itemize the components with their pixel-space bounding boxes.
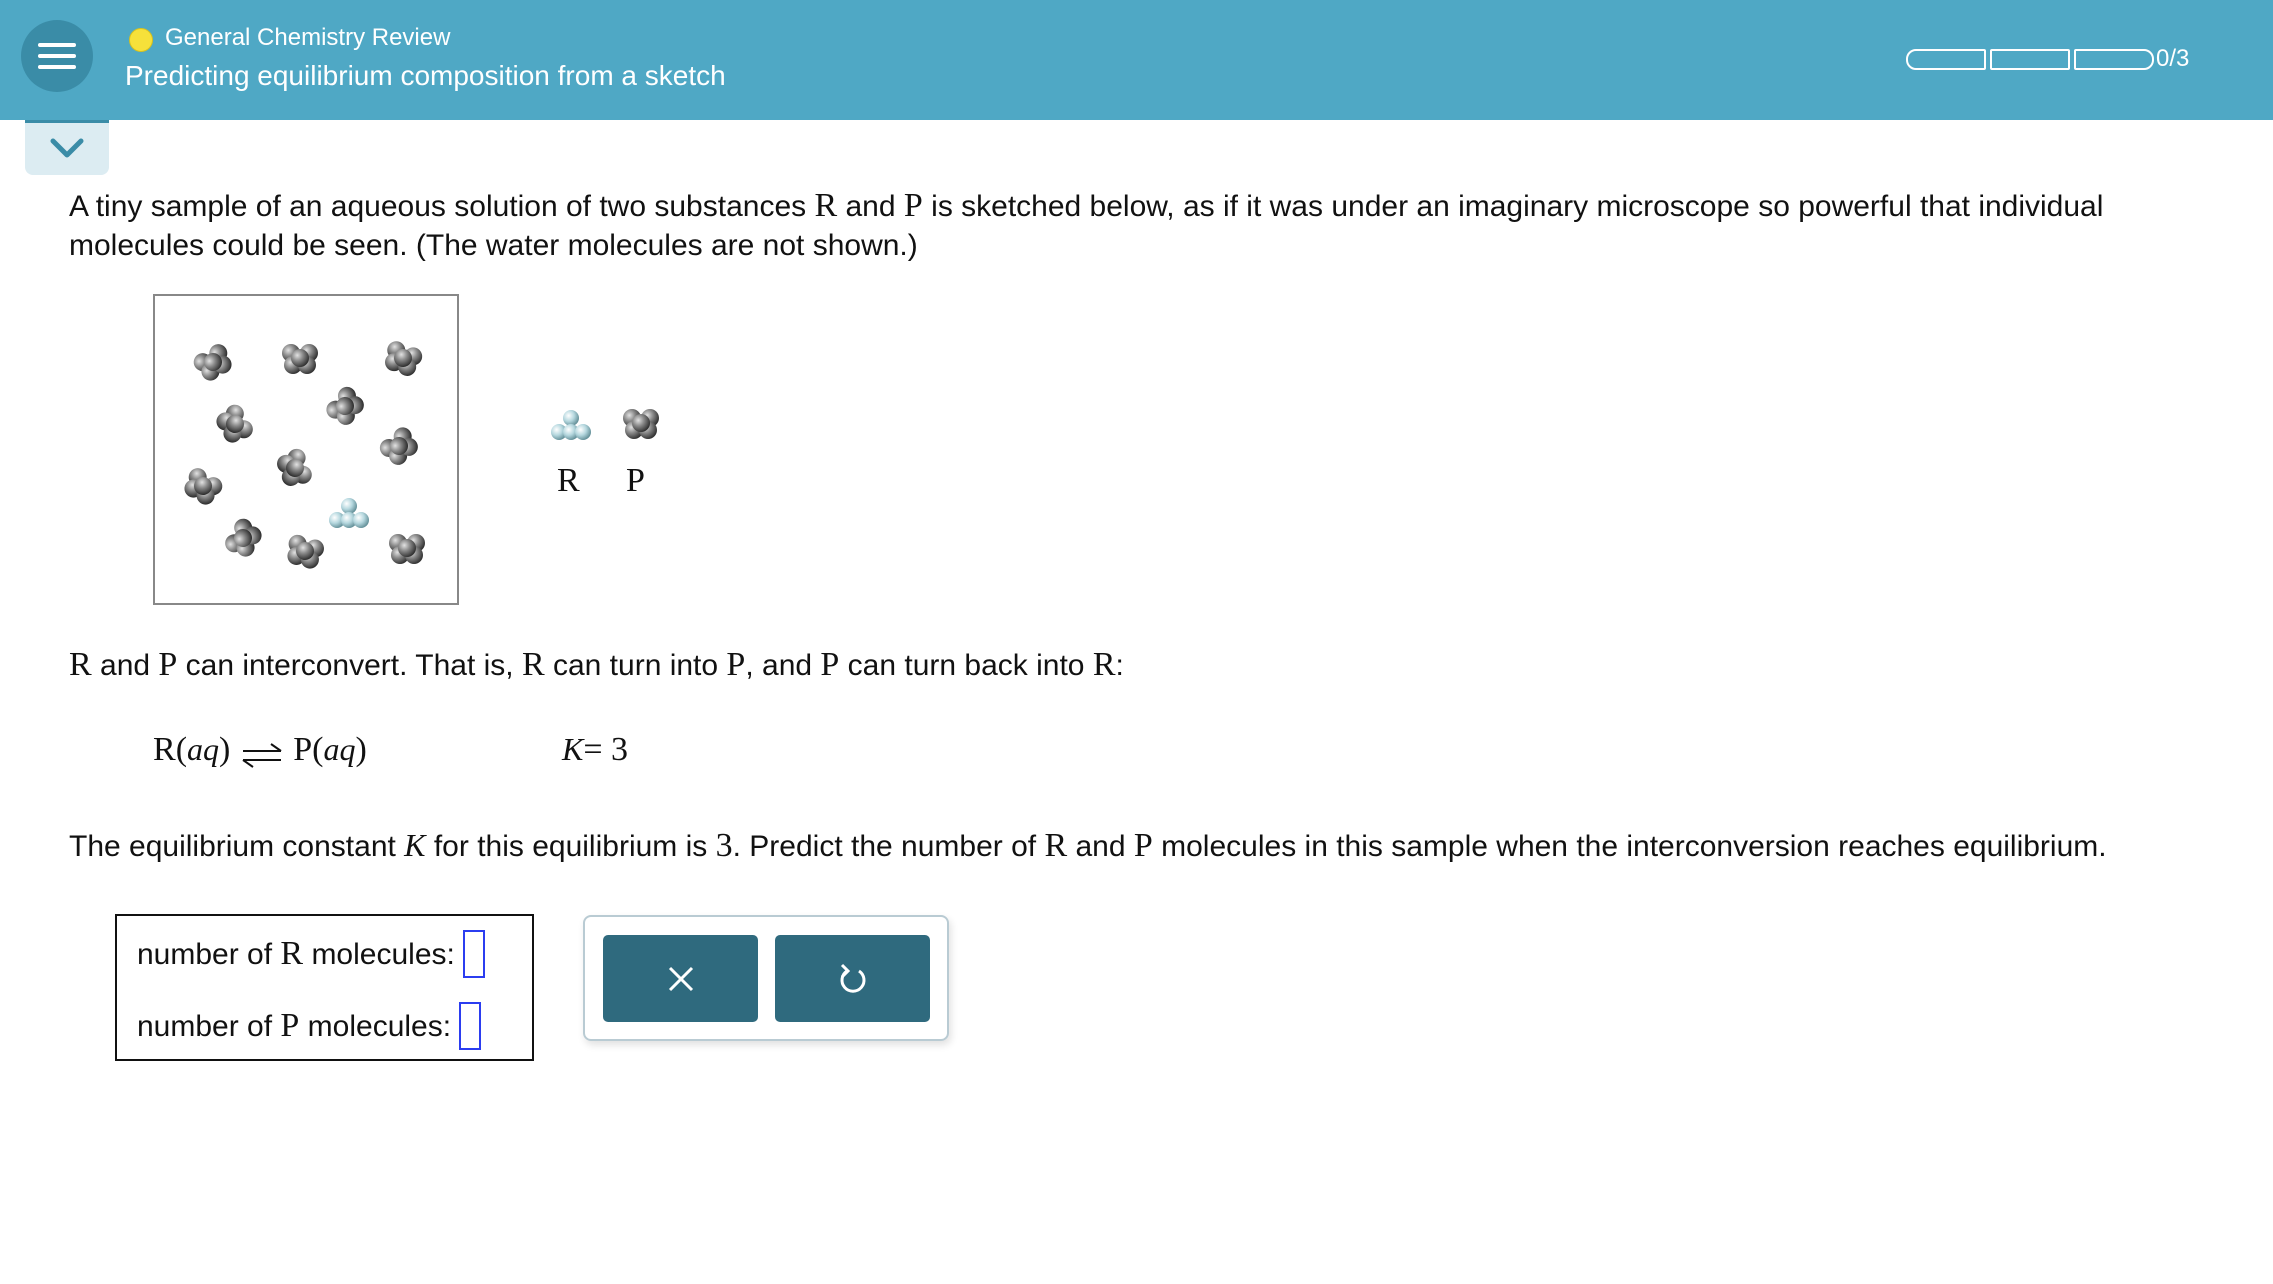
answer-tools (583, 915, 949, 1041)
topic-title: Predicting equilibrium composition from a sketch (125, 60, 726, 91)
undo-button[interactable] (775, 935, 930, 1022)
question-sentence: The equilibrium constant K for this equilibrium is 3. Predict the number of R and P molecules in this sample when the interconversion reaches equilibrium. (69, 827, 2107, 864)
molecule-P (283, 533, 326, 571)
interconvert-sentence: R and P can interconvert. That is, R can turn into P, and P can turn back into R: (69, 646, 1124, 683)
molecule-P (212, 401, 256, 447)
molecule-P (222, 515, 266, 561)
collapse-toggle[interactable] (25, 120, 109, 175)
p-answer-row: number of P molecules: (137, 1002, 481, 1050)
p-count-input[interactable] (459, 1002, 481, 1050)
answer-box (115, 914, 534, 1061)
equilibrium-constant: K= 3 (562, 731, 629, 768)
molecule-P (389, 534, 425, 564)
molecule-P (274, 446, 315, 490)
equilibrium-equation: R(aq) P(aq) (153, 731, 367, 771)
molecule-P (190, 341, 236, 385)
molecule-P (381, 339, 425, 380)
molecule-P (282, 344, 318, 374)
progress-segment (1906, 49, 1986, 70)
equilibrium-arrow-icon (237, 741, 287, 771)
r-answer-row: number of R molecules: (137, 930, 485, 978)
header-bar (0, 0, 2273, 120)
molecule-P (376, 424, 423, 470)
r-count-input[interactable] (463, 930, 485, 978)
molecule-P (179, 465, 225, 509)
chevron-down-icon (50, 137, 84, 159)
status-dot-icon (129, 28, 153, 52)
progress-segment (1990, 49, 2070, 70)
course-title: General Chemistry Review (165, 24, 451, 51)
legend-R-label: R (557, 462, 580, 499)
menu-button[interactable] (21, 20, 93, 92)
progress-label: 0/3 (2156, 45, 2190, 72)
undo-icon (837, 962, 869, 996)
intro-paragraph: A tiny sample of an aqueous solution of two substances R and P is sketched below, as if it was under an imaginary microscope so powerful that individual (69, 187, 2104, 224)
legend-P-molecule (618, 403, 664, 443)
molecule-sketch (153, 294, 459, 605)
clear-button[interactable] (603, 935, 758, 1022)
molecule-R (329, 498, 369, 528)
close-icon (667, 965, 695, 993)
intro-paragraph-line2: molecules could be seen. (The water molecules are not shown.) (69, 229, 918, 262)
progress-segment (2074, 49, 2154, 70)
legend-R-molecule (548, 404, 594, 446)
progress-bar (1906, 49, 2154, 70)
legend-P-label: P (626, 462, 645, 499)
molecule-P (323, 383, 369, 430)
